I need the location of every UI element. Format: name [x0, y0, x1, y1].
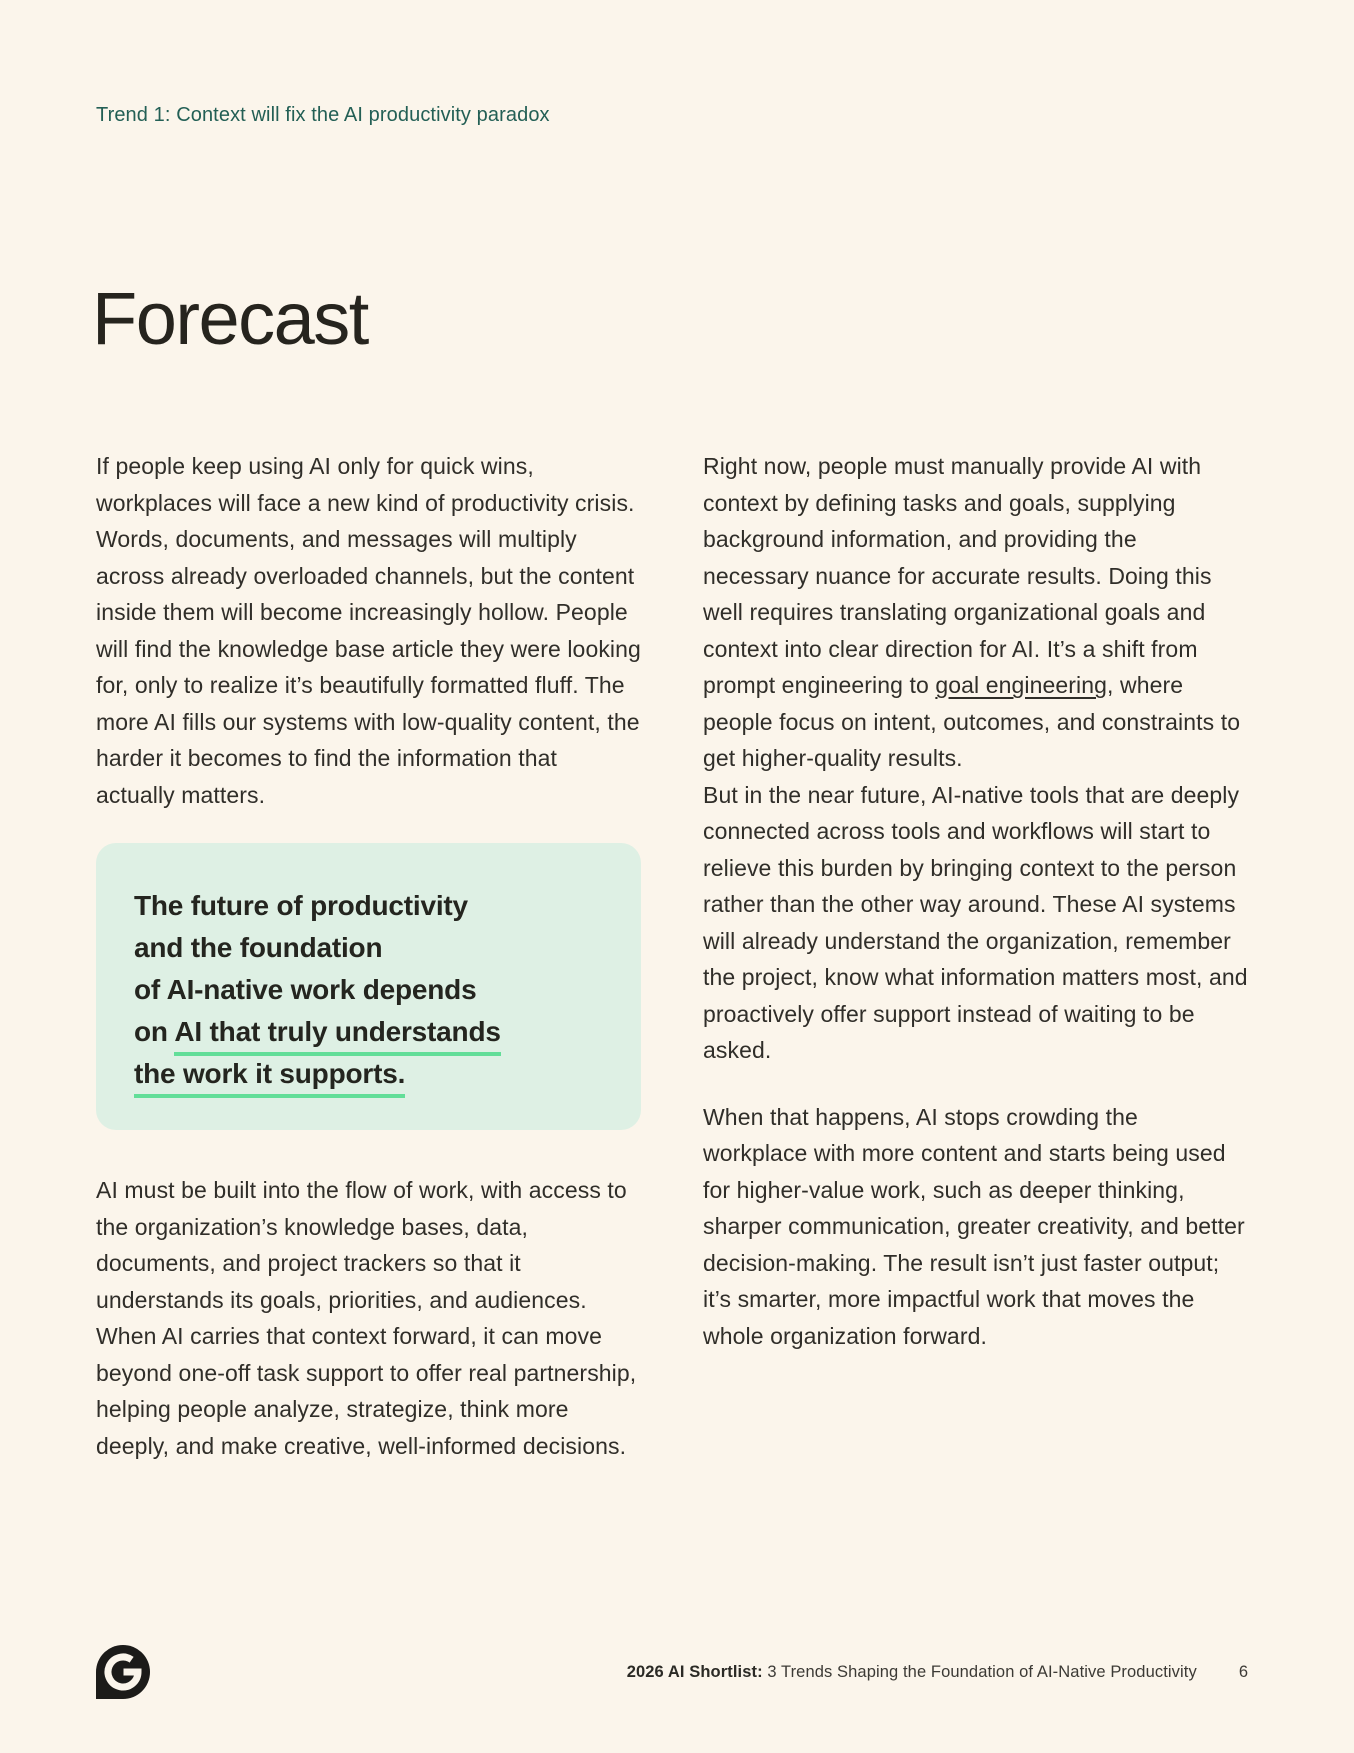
paragraph-text: , where people focus on intent, outcomes, and constraints to get higher-quality results. — [703, 672, 1241, 771]
callout-line: The future of productivity — [134, 890, 468, 921]
page-footer — [96, 1644, 1248, 1700]
paragraph-text: Right now, people must manually provide AI with context by defining tasks and goals, supplying background information, and providing the necessary nuance for accurate results. Doing this well requires translating organizational goals and context into clear direction for AI. It’s a shift from prompt engineering to — [703, 453, 1212, 698]
goal-engineering-link[interactable]: goal engineering — [935, 672, 1108, 698]
page-title: Forecast — [92, 277, 368, 360]
paragraph-text: But in the near future, AI-native tools that are deeply connected across tools and workflows will start to relieve this burden by bringing context to the person rather than the other way around. These AI systems will already understand the organization, remember the project, know what information matters most, and proactively offer support instead of waiting to be asked. — [703, 781, 1248, 1063]
callout-line: of AI-native work depends — [134, 974, 477, 1005]
callout-box — [96, 843, 641, 1130]
footer-doc-title — [627, 1663, 1197, 1682]
footer-doc-title-bold: 2026 AI Shortlist: — [626, 1662, 763, 1681]
paragraph-left-2: AI must be built into the flow of work, with access to the organization’s knowledge bases, data, documents, and project trackers so that it understands its goals, priorities, and audiences. When AI carries that context forward, it can move beyond one-off task support to offer real partnership, helping people analyze, strategize, think more deeply, and make creative, well-informed decisions. — [96, 1177, 637, 1459]
callout-line-prefix: on — [134, 1016, 175, 1047]
callout-line: and the foundation — [134, 932, 383, 963]
paragraph-left-1: If people keep using AI only for quick wins, workplaces will face a new kind of productivity crisis. Words, documents, and messages will multiply across already overloaded channels, but the content inside them will become increasingly hollow. People will find the knowledge base article they were looking for, only to realize it’s beautifully formatted fluff. The more AI fills our systems with low-quality content, the harder it becomes to find the information that actually matters. — [96, 453, 641, 808]
right-column — [703, 448, 1248, 1494]
paragraph-right-2: When that happens, AI stops crowding the workplace with more content and starts being used for higher-value work, such as deeper thinking, sharper communication, greater creativity, and better decision-making. The result isn’t just faster output; it’s smarter, more impactful work that moves the whole organization forward. — [703, 1103, 1245, 1349]
callout-text — [134, 885, 603, 1095]
grammarly-g-logo-icon — [96, 1645, 150, 1699]
paragraph-right-1 — [703, 448, 1248, 1069]
section-eyebrow: Trend 1: Context will fix the AI productivity paradox — [96, 104, 550, 126]
footer-doc-title-rest: 3 Trends Shaping the Foundation of AI-Native Productivity — [762, 1662, 1197, 1681]
underlined-phrase: AI that truly understands — [174, 1016, 500, 1056]
left-column — [96, 448, 641, 1494]
page-number: 6 — [1238, 1662, 1248, 1681]
underlined-phrase: the work it supports. — [134, 1058, 405, 1098]
two-column-layout — [96, 448, 1248, 1494]
